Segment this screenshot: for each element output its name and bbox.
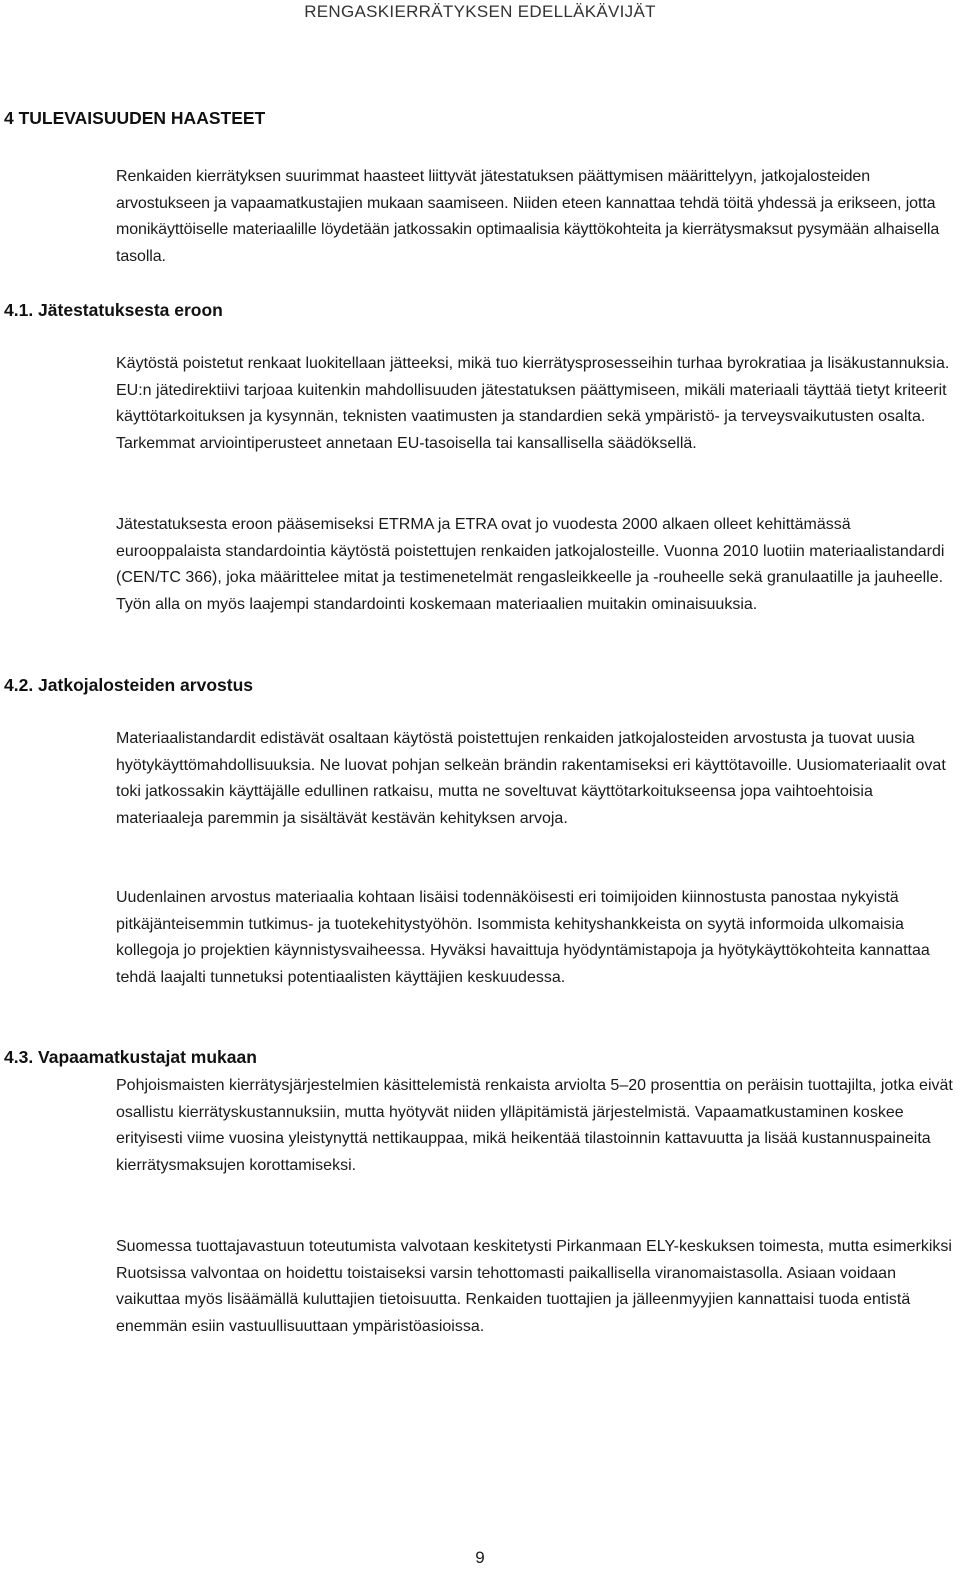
section-4-2-paragraph-2: Uudenlainen arvostus materiaalia kohtaan lisäisi todennäköisesti eri toimijoiden kiinnostusta panostaa nykyistä pitkäjänteisemmin tutkimus- ja tuotekehitystyöhön. Isommista kehityshankkeista on syytä informoida ulkomaisia kollegoja jo projektien käynnistysvaiheessa. Hyväksi havaittuja hyödyntämistapoja ja hyötykäyttökohteita kannattaa tehdä laajalti tunnetuksi potentiaalisten käyttäjien keskuudessa. (116, 889, 930, 986)
section-4-3-paragraph-2: Suomessa tuottajavastuun toteutumista valvotaan keskitetysti Pirkanmaan ELY-keskuksen toimesta, mutta esimerkiksi Ruotsissa valvontaa on hoidettu toistaiseksi varsin tehottomasti paikallisella viranomaistasolla. Asiaan voidaan vaikuttaa myös lisäämällä kuluttajien tietoisuutta. Renkaiden tuottajien ja jälleenmyyjien kannattaisi tuoda entistä enemmän esiin vastuullisuuttaan ympäristöasioissa. (116, 1238, 952, 1335)
section-heading-4: 4 TULEVAISUUDEN HAASTEET (4, 108, 266, 128)
section-4-3-paragraph-1: Pohjoismaisten kierrätysjärjestelmien käsittelemistä renkaista arviolta 5–20 prosenttia on peräisin tuottajilta, jotka eivät osallistu kierrätyskustannuksiin, mutta hyötyvät niiden ylläpitämistä järjestelmistä. Vapaamatkustaminen koskee erityisesti viime vuosina yleistynyttä nettikauppaa, mikä heikentää tilastoinnin kattavuutta ja lisää kustannuspaineita kierrätysmaksujen korottamiseksi. (116, 1077, 953, 1174)
section-4-2-paragraph-1: Materiaalistandardit edistävät osaltaan käytöstä poistettujen renkaiden jatkojalosteiden arvostusta ja tuovat uusia hyötykäyttömahdollisuuksia. Ne luovat pohjan selkeän brändin rakentamiseksi eri käyttötavoille. Uusiomateriaalit ovat toki jatkossakin käyttäjälle edullinen ratkaisu, mutta ne soveltuvat käyttötarkoitukseensa jopa vaihtoehtoisia materiaaleja paremmin ja sisältävät kestävän kehityksen arvoja. (116, 730, 946, 827)
section-heading-4-1: 4.1. Jätestatuksesta eroon (4, 300, 223, 320)
section-heading-4-3: 4.3. Vapaamatkustajat mukaan (4, 1047, 257, 1067)
section-4-1-paragraph-1: Käytöstä poistetut renkaat luokitellaan jätteeksi, mikä tuo kierrätysprosesseihin turhaa byrokratiaa ja lisäkustannuksia. EU:n jätedirektiivi tarjoaa kuitenkin mahdollisuuden jätestatuksen päättymiseen, mikäli materiaali täyttää tietyt kriteerit käyttötarkoituksen ja kysynnän, teknisten vaatimusten ja standardien sekä ympäristö- ja terveysvaikutusten osalta. Tarkemmat arviointiperusteet annetaan EU-tasoisella tai kansallisella säädöksellä. (116, 355, 950, 452)
page-number: 9 (475, 1548, 485, 1567)
running-header: RENGASKIERRÄTYKSEN EDELLÄKÄVIJÄT (304, 2, 656, 21)
section-4-paragraph-1: Renkaiden kierrätyksen suurimmat haasteet liittyvät jätestatuksen päättymisen määrittelyyn, jatkojalosteiden arvostukseen ja vapaamatkustajien mukaan saamiseen. Niiden eteen kannattaa tehdä töitä yhdessä ja erikseen, jotta monikäyttöiselle materiaalille löydetään jatkossakin optimaalisia käyttökohteita ja kierrätysmaksut pysymään alhaisella tasolla. (116, 168, 940, 265)
section-heading-4-2: 4.2. Jatkojalosteiden arvostus (4, 675, 253, 695)
section-4-1-paragraph-2: Jätestatuksesta eroon pääsemiseksi ETRMA ja ETRA ovat jo vuodesta 2000 alkaen olleet kehittämässä eurooppalaista standardointia käytöstä poistettujen renkaiden jatkojalosteille. Vuonna 2010 luotiin materiaalistandardi (CEN/TC 366), joka määrittelee mitat ja testimenetelmät rengasleikkeelle ja -rouheelle sekä granulaatille ja jauheelle. Työn alla on myös laajempi standardointi koskemaan materiaalien muitakin ominaisuuksia. (116, 516, 945, 613)
